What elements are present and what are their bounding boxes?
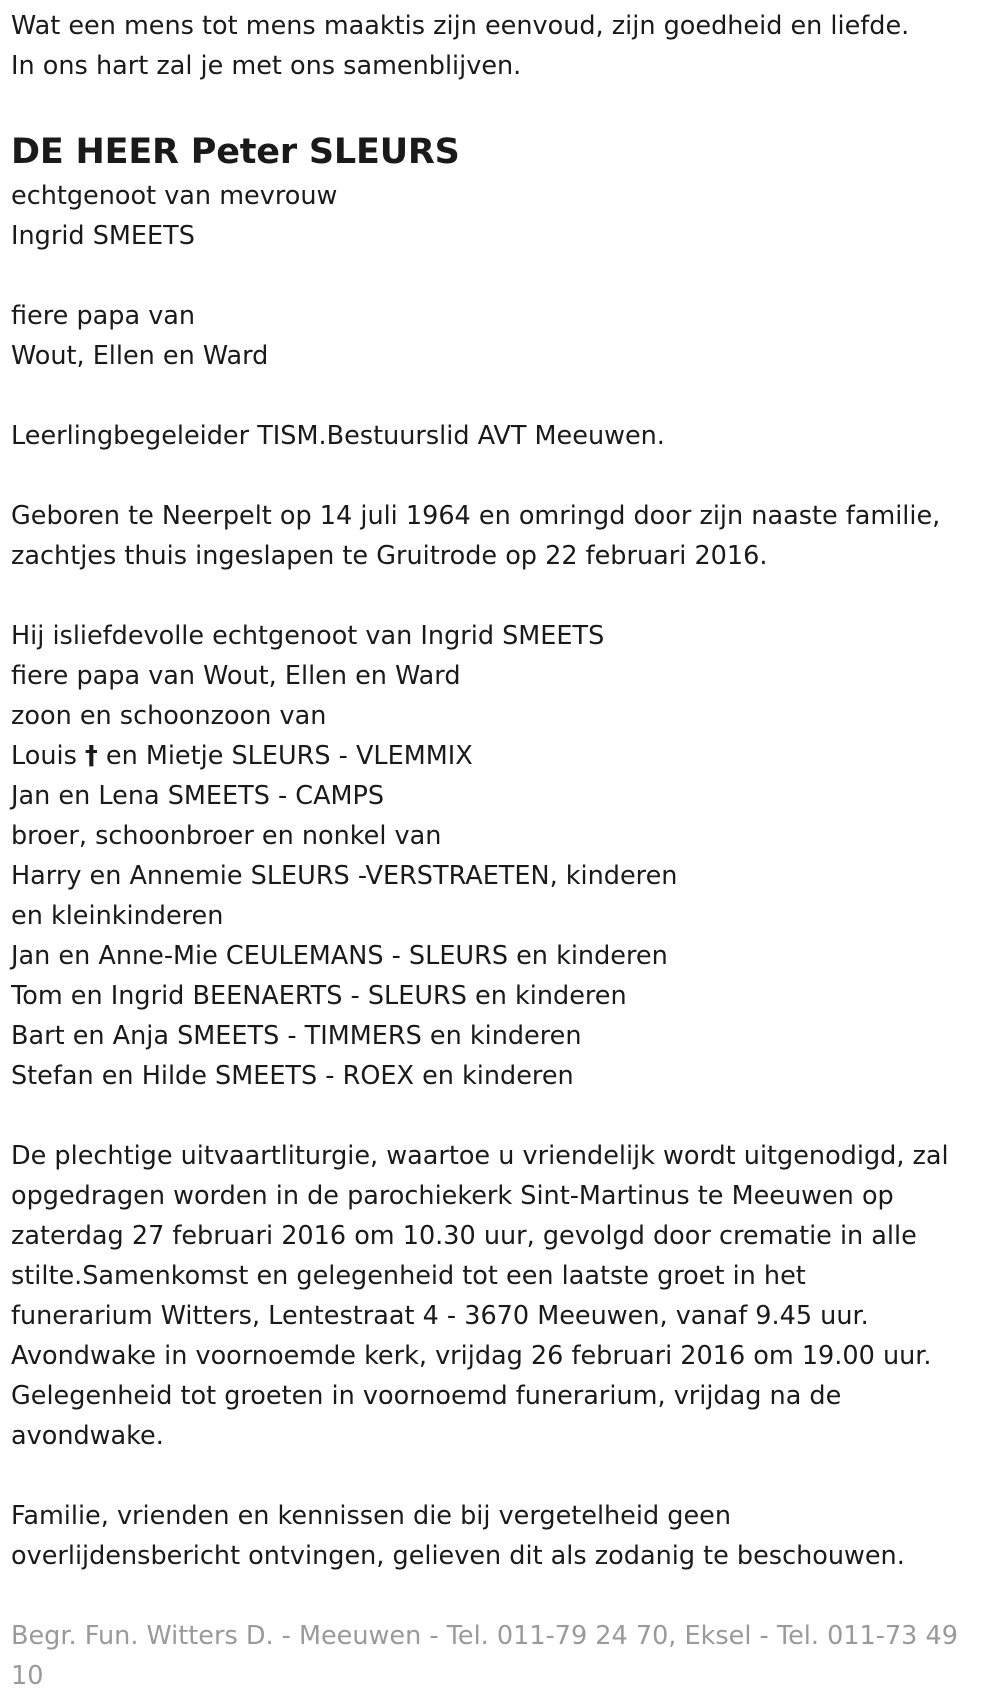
obituary-document (11, 6, 996, 1696)
family-line: zoon en schoonzoon van (11, 701, 327, 731)
family-line: fiere papa van Wout, Ellen en Ward (11, 661, 461, 691)
children-line: Wout, Ellen en Ward (11, 341, 269, 371)
children-block (11, 296, 996, 376)
intro-line: In ons hart zal je met ons samenblijven. (11, 51, 522, 81)
birth-death-line: zachtjes thuis ingeslapen te Gruitrode op 22 februari 2016. (11, 541, 768, 571)
funeral-line: Avondwake in voornoemde kerk, vrijdag 26 februari 2016 om 19.00 uur. (11, 1341, 932, 1371)
funeral-line: stilte.Samenkomst en gelegenheid tot een laatste groet in het (11, 1261, 806, 1291)
footer-line: Begr. Fun. Witters D. - Meeuwen - Tel. 011-79 24 70, Eksel - Tel. 011-73 49 (11, 1621, 958, 1651)
family-line: en kleinkinderen (11, 901, 224, 931)
family-line-louis (11, 736, 996, 776)
family-line: Jan en Anne-Mie CEULEMANS - SLEURS en kinderen (11, 941, 668, 971)
funeral-line: opgedragen worden in de parochiekerk Sint-Martinus te Meeuwen op (11, 1181, 894, 1211)
notice-line: Familie, vrienden en kennissen die bij vergetelheid geen (11, 1501, 731, 1531)
deceased-name: DE HEER Peter SLEURS (11, 132, 460, 172)
birth-death-block (11, 496, 996, 576)
spouse-block (11, 176, 996, 256)
family-line: Bart en Anja SMEETS - TIMMERS en kinderen (11, 1021, 582, 1051)
louis-name: Louis (11, 741, 77, 771)
footer-line: 10 (11, 1661, 44, 1691)
intro-line: Wat een mens tot mens maaktis zijn eenvoud, zijn goedheid en liefde. (11, 11, 910, 41)
funeral-line: avondwake. (11, 1421, 164, 1451)
funeral-line: zaterdag 27 februari 2016 om 10.30 uur, gevolgd door crematie in alle (11, 1221, 917, 1251)
family-line: Stefan en Hilde SMEETS - ROEX en kinderen (11, 1061, 574, 1091)
funeral-line: Gelegenheid tot groeten in voornoemd funerarium, vrijdag na de (11, 1381, 842, 1411)
funeral-home-footer (11, 1616, 996, 1696)
spouse-line: echtgenoot van mevrouw (11, 181, 338, 211)
funeral-line: De plechtige uitvaartliturgie, waartoe u vriendelijk wordt uitgenodigd, zal (11, 1141, 949, 1171)
family-line: broer, schoonbroer en nonkel van (11, 821, 442, 851)
notice-line: overlijdensbericht ontvingen, gelieven dit als zodanig te beschouwen. (11, 1541, 905, 1571)
family-line: Hij isliefdevolle echtgenoot van Ingrid SMEETS (11, 621, 605, 651)
notice-block (11, 1496, 996, 1576)
family-line: Tom en Ingrid BEENAERTS - SLEURS en kinderen (11, 981, 627, 1011)
family-line: Jan en Lena SMEETS - CAMPS (11, 781, 385, 811)
family-block (11, 616, 996, 1096)
family-line: Harry en Annemie SLEURS -VERSTRAETEN, kinderen (11, 861, 678, 891)
intro-quote (11, 6, 996, 86)
occupation: Leerlingbegeleider TISM.Bestuurslid AVT Meeuwen. (11, 421, 665, 451)
cross-icon: † (85, 741, 98, 771)
funeral-block (11, 1136, 996, 1456)
spouse-line: Ingrid SMEETS (11, 221, 195, 251)
funeral-line: funerarium Witters, Lentestraat 4 - 3670 Meeuwen, vanaf 9.45 uur. (11, 1301, 869, 1331)
children-line: fiere papa van (11, 301, 196, 331)
birth-death-line: Geboren te Neerpelt op 14 juli 1964 en omringd door zijn naaste familie, (11, 501, 941, 531)
louis-rest: en Mietje SLEURS - VLEMMIX (105, 741, 473, 771)
